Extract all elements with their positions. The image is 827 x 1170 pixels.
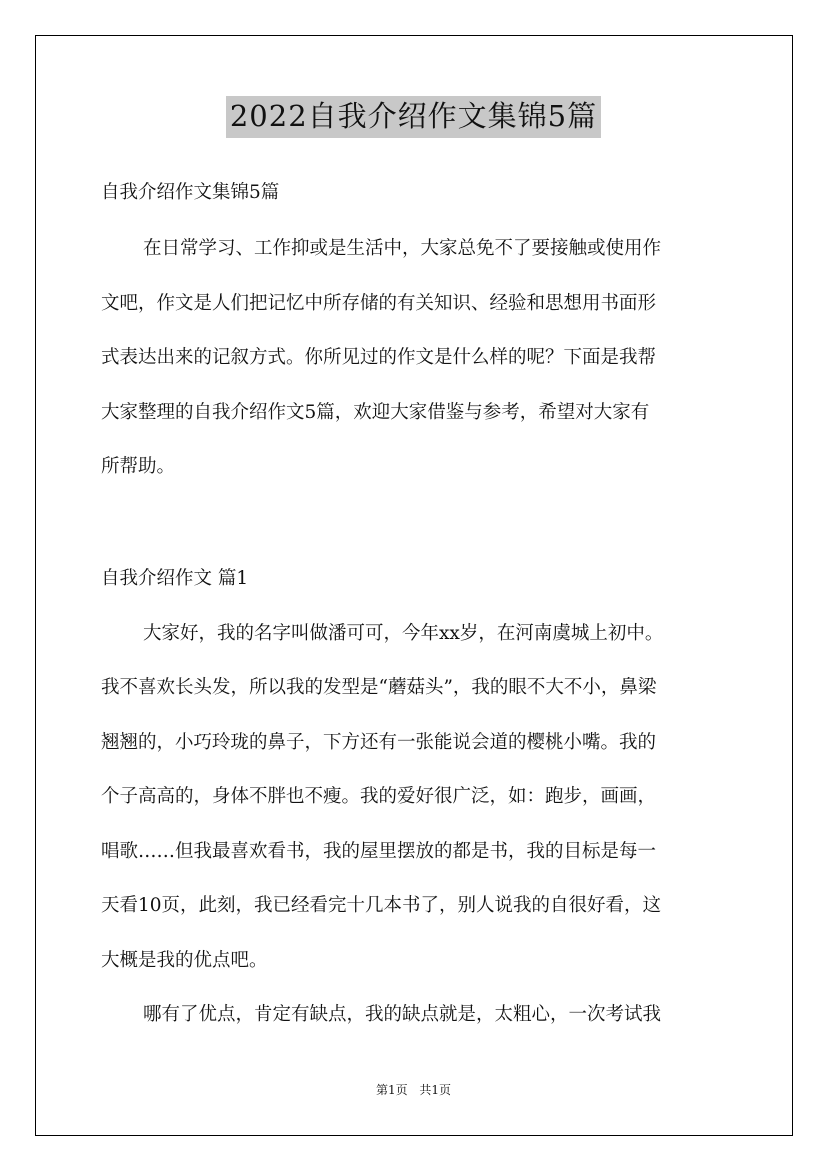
paragraph-line: 哪有了优点，肯定有缺点，我的缺点就是，太粗心，一次考试我 [143, 1004, 662, 1025]
paragraph-line: 大家好，我的名字叫做潘可可，今年xx岁，在河南虞城上初中。 [143, 622, 664, 644]
paragraph-line: 个子高高的，身体不胖也不瘦。我的爱好很广泛，如：跑步，画画， [101, 786, 657, 807]
page-number: 第1页 [375, 1083, 408, 1097]
document-title-wrap [0, 96, 827, 138]
section-heading: 自我介绍作文 篇1 [101, 567, 249, 589]
section1-paragraph [101, 621, 741, 974]
paragraph-line: 式表达出来的记叙方式。你所见过的作文是什么样的呢？下面是我帮 [101, 347, 657, 368]
intro-paragraph [101, 236, 741, 480]
document-subtitle: 自我介绍作文集锦5篇 [101, 182, 280, 203]
paragraph-line: 唱歌……但我最喜欢看书，我的屋里摆放的都是书，我的目标是每一 [101, 840, 657, 862]
paragraph-line: 翘翘的，小巧玲珑的鼻子，下方还有一张能说会道的樱桃小嘴。我的 [101, 731, 657, 753]
section-spacer [101, 509, 741, 566]
paragraph-line: 我不喜欢长头发，所以我的发型是“蘑菇头”，我的眼不大不小，鼻梁 [101, 677, 657, 698]
document-body [101, 180, 741, 1057]
paragraph-line: 天看10页，此刻，我已经看完十几本书了，别人说我的自很好看，这 [101, 895, 662, 916]
page-footer [0, 1082, 827, 1098]
paragraph-line: 所帮助。 [101, 456, 176, 477]
document-title: 2022自我介绍作文集锦5篇 [226, 96, 601, 138]
paragraph-line: 大概是我的优点吧。 [101, 949, 268, 971]
paragraph-line: 在日常学习、工作抑或是生活中，大家总免不了要接触或使用作 [143, 238, 662, 259]
section1-paragraph-2 [101, 1002, 741, 1028]
paragraph-line: 文吧，作文是人们把记忆中所存储的有关知识、经验和思想用书面形 [101, 292, 657, 314]
page-total: 共1页 [419, 1083, 452, 1097]
paragraph-line: 大家整理的自我介绍作文5篇，欢迎大家借鉴与参考，希望对大家有 [101, 401, 650, 423]
